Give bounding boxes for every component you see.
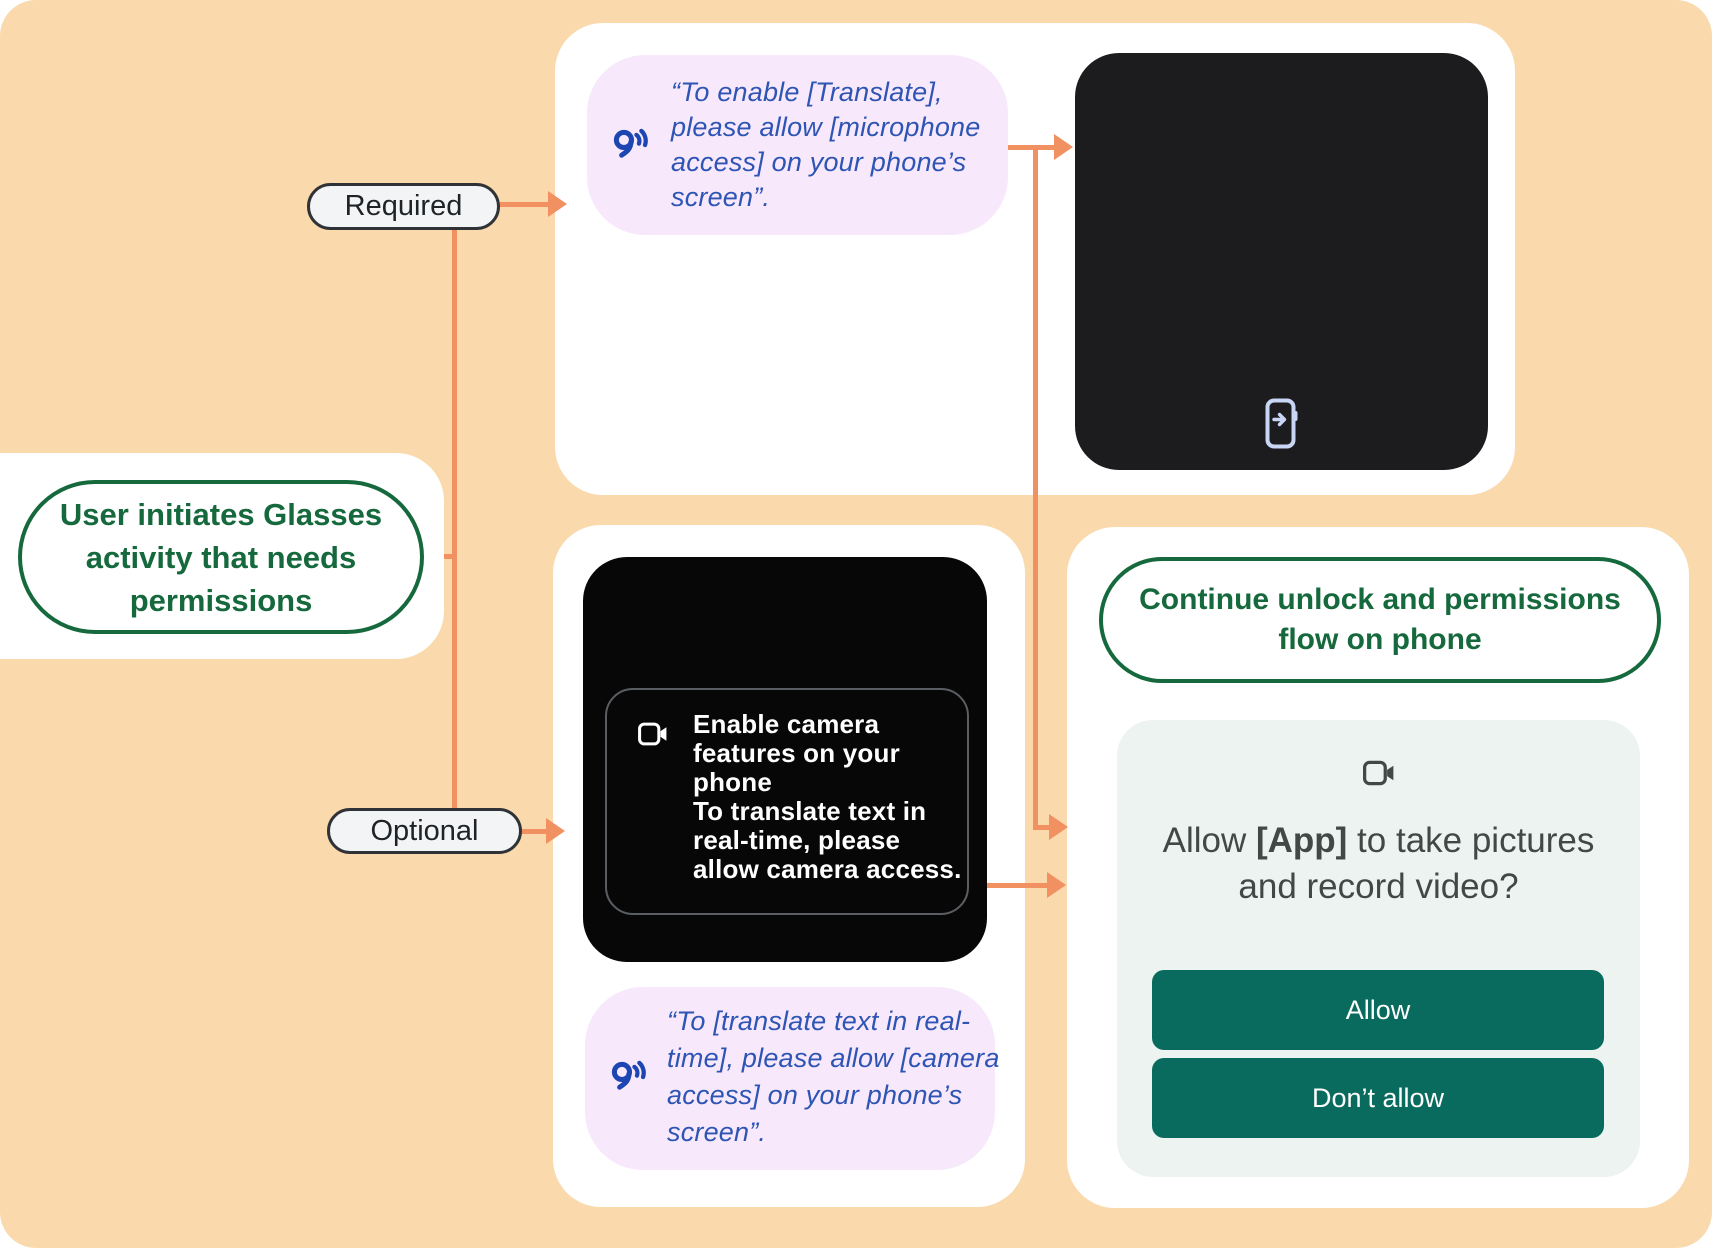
start-node-pill	[18, 480, 424, 634]
optional-label: Optional	[370, 814, 479, 847]
start-node-line: permissions	[129, 582, 313, 618]
flow-line-required-to-optional	[452, 230, 457, 808]
flow-line-hud-to-phone	[987, 883, 1049, 888]
arrowhead-to-phone-card	[1049, 814, 1068, 840]
start-node-line: User initiates Glasses	[59, 496, 383, 532]
arrowhead-bubble-to-screen	[1054, 134, 1073, 160]
flow-line-bubble-to-screen	[1008, 145, 1056, 150]
optional-label-pill	[327, 808, 522, 854]
start-node-card	[0, 453, 444, 659]
flow-line-required	[500, 202, 548, 207]
open-on-phone-icon	[1265, 398, 1299, 450]
hud-message-text: Enable camera features on your phone To translate text in real-time, please allow camera access.	[693, 709, 962, 884]
glasses-screen-optional	[583, 557, 987, 962]
required-label: Required	[344, 190, 463, 222]
arrowhead-optional	[546, 818, 565, 844]
optional-branch-card	[553, 525, 1025, 1207]
glasses-screen-required	[1075, 53, 1488, 470]
voice-prompt-bubble-optional	[585, 987, 1000, 1170]
phone-flow-card	[1067, 527, 1689, 1208]
start-node-line: activity that needs	[85, 539, 357, 575]
flow-line-start-stub	[444, 554, 457, 559]
phone-flow-pill	[1099, 557, 1661, 683]
voice-prompt-text: “To enable [Translate], please allow [microphone access] on your phone’s screen”.	[671, 77, 981, 212]
videocam-icon	[1360, 758, 1398, 788]
phone-flow-line: Continue unlock and permissions	[1139, 583, 1621, 616]
ear-sound-icon	[609, 1059, 646, 1096]
glasses-hud-message	[605, 688, 969, 915]
arrowhead-required	[548, 191, 567, 217]
videocam-icon	[635, 720, 671, 748]
flow-line-down-to-phone-bend	[1033, 825, 1049, 830]
required-label-pill	[307, 183, 500, 230]
ear-sound-icon	[611, 127, 648, 164]
dont-allow-button[interactable]: Don’t allow	[1152, 1058, 1604, 1138]
voice-prompt-text: “To [translate text in real- time], please allow [camera access] on your phone’s screen”.	[667, 1006, 1000, 1147]
flow-line-down-to-phone	[1033, 147, 1038, 830]
allow-button[interactable]: Allow	[1152, 970, 1604, 1050]
permission-dialog-title: Allow [App] to take pictures and record video?	[1162, 821, 1595, 906]
camera-permission-dialog	[1117, 720, 1640, 1177]
flow-line-optional	[522, 829, 546, 834]
phone-flow-line: flow on phone	[1278, 623, 1482, 656]
voice-prompt-bubble-required	[587, 55, 1008, 235]
arrowhead-hud-to-phone	[1047, 872, 1066, 898]
